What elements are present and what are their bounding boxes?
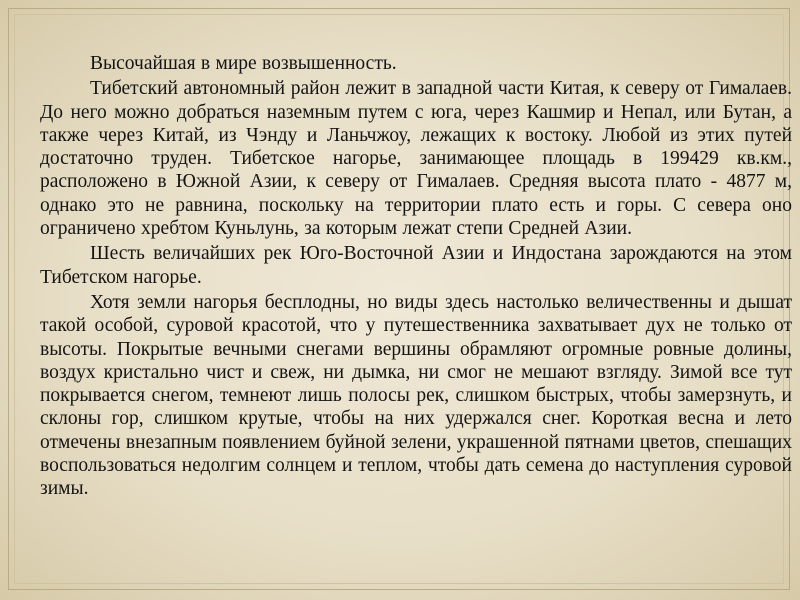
slide-text-body <box>40 52 792 503</box>
paragraph-tibet-location: Тибетский автономный район лежит в западной части Китая, к северу от Гималаев. До него можно добраться наземным путем с юга, через Кашмир и Непал, или Бутан, а также через Китай, из Чэнду и Ланьчжоу, лежащих к востоку. Любой из этих путей достаточно труден. Тибетское нагорье, занимающее площадь в 199429 кв.км., расположено в Южной Азии, к северу от Гималаев. Средняя высота плато - 4877 м, однако это не равнина, поскольку на территории плато есть и горы. С севера оно ограничено хребтом Куньлунь, за которым лежат степи Средней Азии. <box>40 78 792 240</box>
paragraph-rivers: Шесть величайших рек Юго-Восточной Азии и Индостана зарождаются на этом Тибетском нагорье. <box>40 243 792 288</box>
paragraph-heading: Высочайшая в мире возвышенность. <box>90 53 397 74</box>
paragraph-landscape: Хотя земли нагорья бесплодны, но виды здесь настолько величественны и дышат такой особой, суровой красотой, что у путешественника захватывает дух не только от высоты. Покрытые вечными снегами вершины обрамляют огромные ровные долины, воздух кристально чист и свеж, ни дымка, ни смог не мешают взгляду. Зимой все тут покрывается снегом, темнеют лишь полосы рек, слишком быстрых, чтобы замерзнуть, и склоны гор, слишком крутые, чтобы на них удержался снег. Короткая весна и лето отмечены внезапным появлением буйной зелени, украшенной пятнами цветов, спешащих воспользоваться недолгим солнцем и теплом, чтобы дать семена до наступления суровой зимы. <box>40 291 792 500</box>
